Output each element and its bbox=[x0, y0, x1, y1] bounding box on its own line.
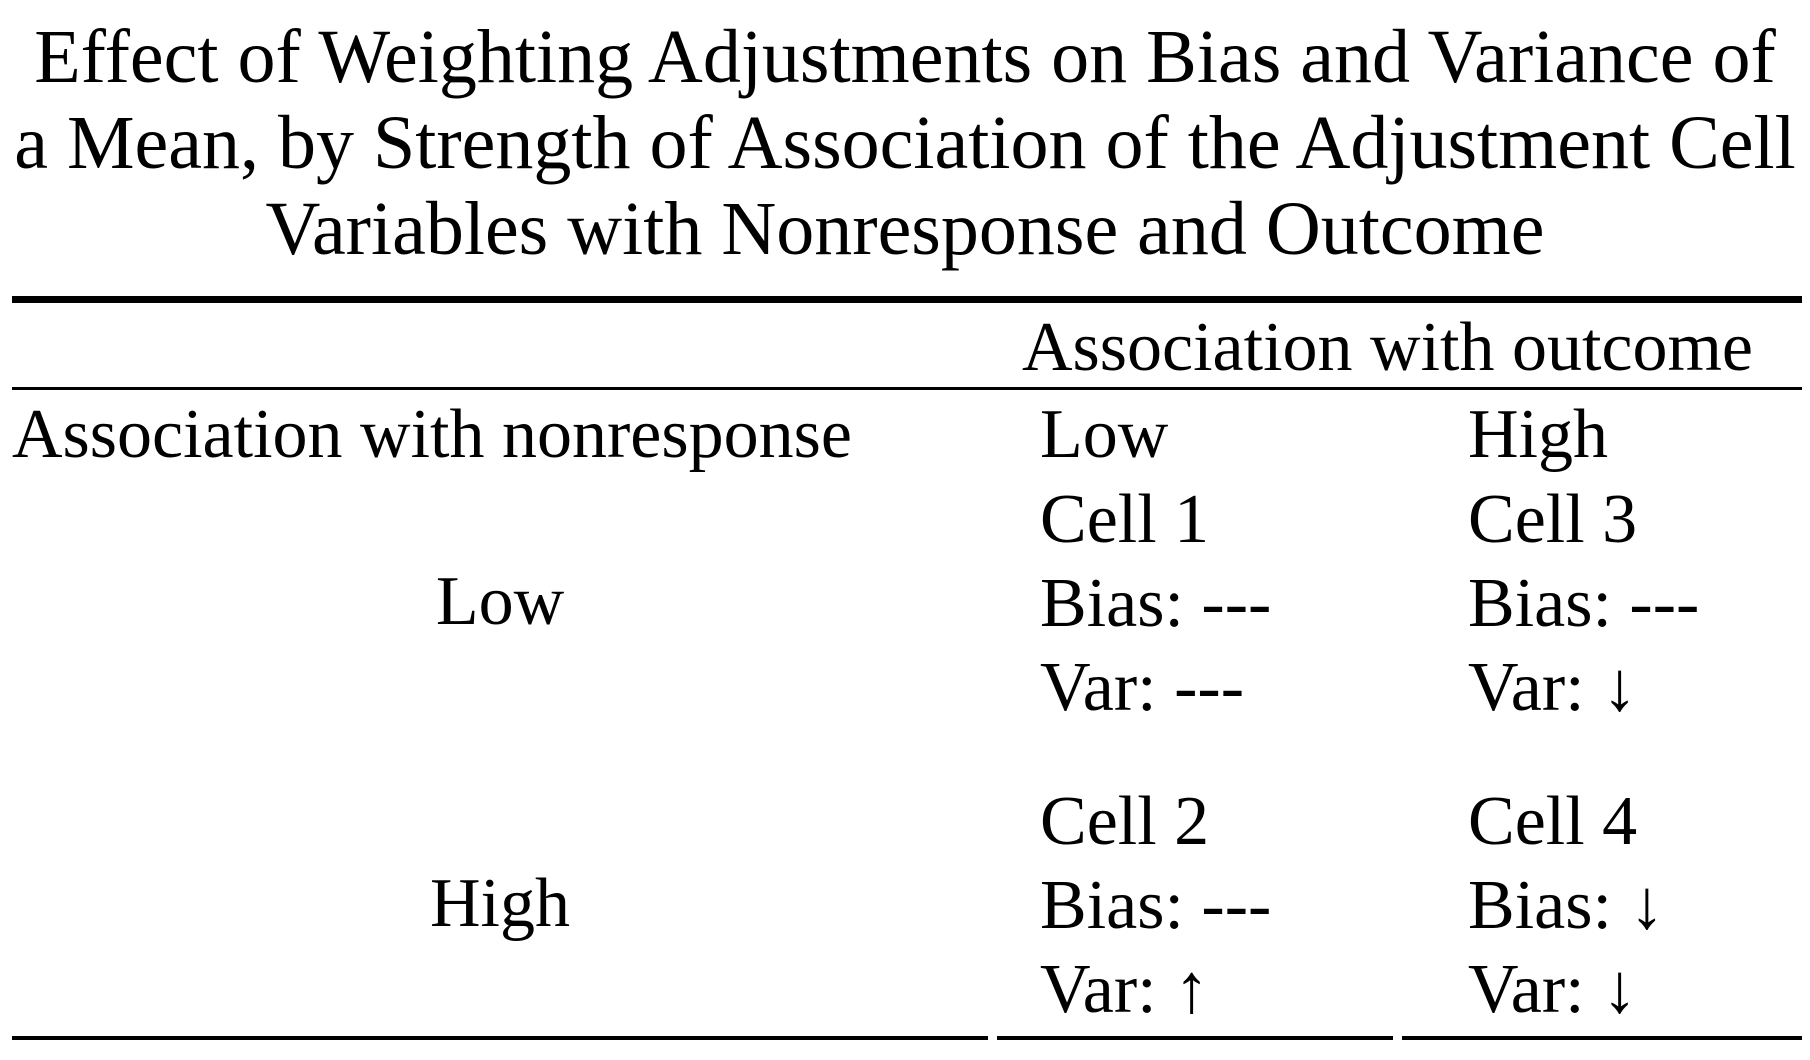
row-label-low: Low bbox=[435, 563, 565, 640]
table-title bbox=[0, 14, 1810, 272]
column-header-low: Low bbox=[1040, 396, 1169, 473]
title-line-3: Variables with Nonresponse and Outcome bbox=[265, 187, 1545, 271]
column-header-high: High bbox=[1468, 396, 1608, 473]
cell-bias: Bias: ↓ bbox=[1468, 867, 1665, 944]
title-line-1: Effect of Weighting Adjustments on Bias and Variance of bbox=[34, 15, 1776, 99]
table-cell-3 bbox=[1468, 478, 1699, 730]
table-cell-1 bbox=[1040, 478, 1271, 730]
bottom-rule-stub bbox=[12, 1036, 988, 1040]
cell-id: Cell 1 bbox=[1040, 481, 1210, 558]
bottom-rule-high bbox=[1402, 1036, 1802, 1040]
cell-var: Var: --- bbox=[1040, 649, 1245, 726]
row-label-high: High bbox=[430, 865, 570, 942]
stub-header: Association with nonresponse bbox=[12, 396, 852, 473]
table-cell-4 bbox=[1468, 780, 1664, 1032]
cell-var: Var: ↓ bbox=[1468, 649, 1638, 726]
table-cell-2 bbox=[1040, 780, 1271, 1032]
bottom-rule-low bbox=[997, 1036, 1393, 1040]
cell-bias: Bias: --- bbox=[1040, 565, 1272, 642]
cell-id: Cell 2 bbox=[1040, 783, 1210, 860]
cell-id: Cell 3 bbox=[1468, 481, 1638, 558]
cell-id: Cell 4 bbox=[1468, 783, 1638, 860]
top-rule bbox=[12, 296, 1802, 303]
spanner-rule bbox=[12, 387, 1802, 390]
title-line-2: a Mean, by Strength of Association of the Adjustment Cell bbox=[14, 101, 1796, 185]
cell-var: Var: ↑ bbox=[1040, 951, 1210, 1028]
column-spanner-header: Association with outcome bbox=[1022, 309, 1754, 386]
cell-bias: Bias: --- bbox=[1468, 565, 1700, 642]
cell-var: Var: ↓ bbox=[1468, 951, 1638, 1028]
cell-bias: Bias: --- bbox=[1040, 867, 1272, 944]
